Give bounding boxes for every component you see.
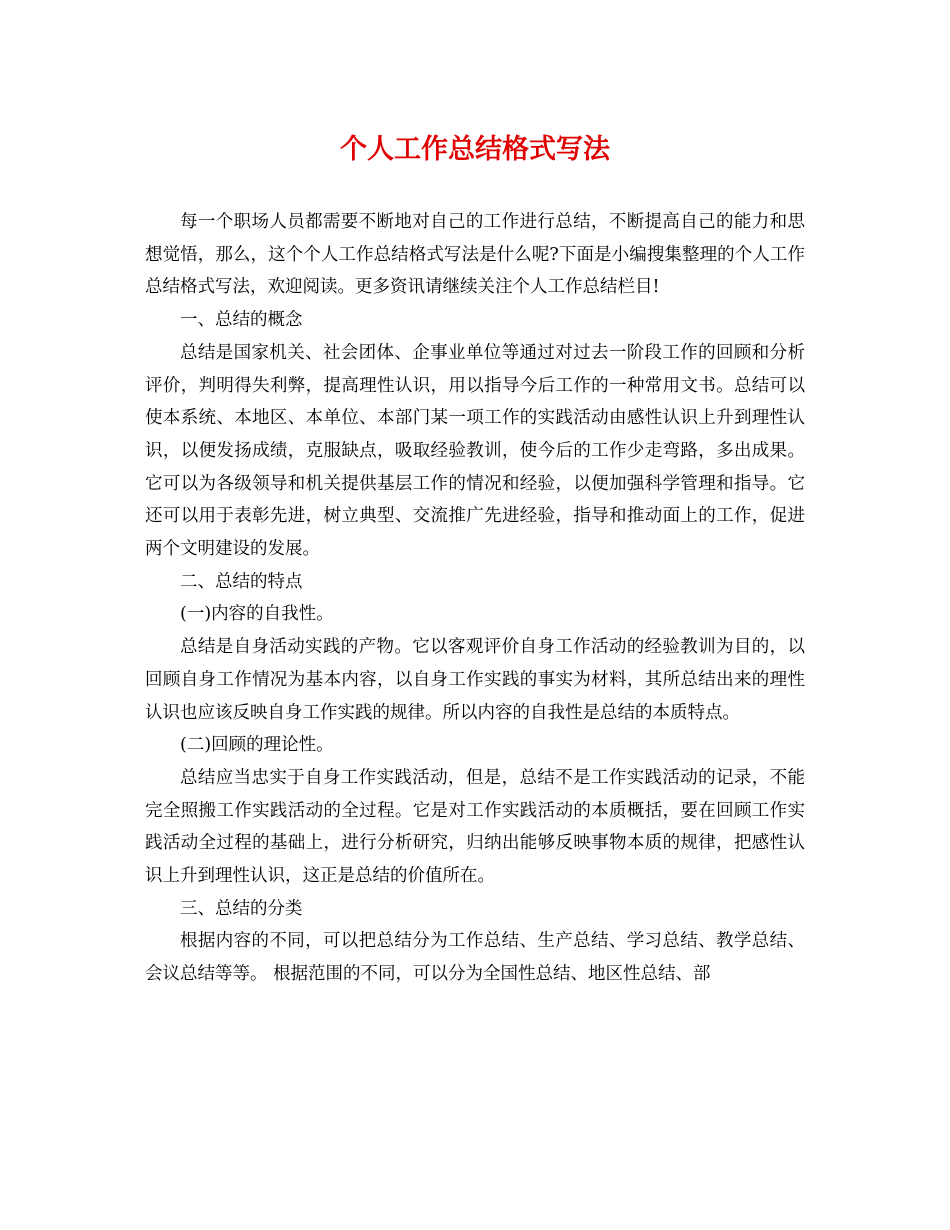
section-heading-concept: 一、总结的概念	[180, 310, 303, 331]
subheading-self-content: (一)内容的自我性。	[180, 604, 334, 625]
section-heading-classification: 三、总结的分类	[180, 898, 303, 919]
section-heading-features: 二、总结的特点	[180, 571, 303, 592]
theoretical-review-paragraph: 总结应当忠实于自身工作实践活动，但是，总结不是工作实践活动的记录，不能完全照搬工作实践活动的全过程。它是对工作实践活动的本质概括，要在回顾工作实践活动全过程的基础上，进行分析研究，归纳出能够反映事物本质的规律，把感性认识上升到理性认识，这正是总结的价值所在。	[145, 767, 805, 887]
document-title: 个人工作总结格式写法	[340, 134, 610, 165]
concept-paragraph: 总结是国家机关、社会团体、企事业单位等通过对过去一阶段工作的回顾和分析评价，判明得失利弊，提高理性认识，用以指导今后工作的一种常用文书。总结可以使本系统、本地区、本单位、本部门某一项工作的实践活动由感性认识上升到理性认识，以便发扬成绩，克服缺点，吸取经验教训，使今后的工作少走弯路，多出成果。它可以为各级领导和机关提供基层工作的情况和经验，以便加强科学管理和指导。它还可以用于表彰先进，树立典型、交流推广先进经验，指导和推动面上的工作，促进两个文明建设的发展。	[145, 342, 805, 560]
self-content-paragraph: 总结是自身活动实践的产物。它以客观评价自身工作活动的经验教训为目的，以回顾自身工作情况为基本内容，以自身工作实践的事实为材料，其所总结出来的理性认识也应该反映自身工作实践的规律。所以内容的自我性是总结的本质特点。	[145, 637, 805, 723]
classification-paragraph: 根据内容的不同，可以把总结分为工作总结、生产总结、学习总结、教学总结、会议总结等等。 根据范围的不同，可以分为全国性总结、地区性总结、部	[145, 931, 805, 985]
subheading-theoretical-review: (二)回顾的理论性。	[180, 735, 334, 756]
intro-paragraph: 每一个职场人员都需要不断地对自己的工作进行总结，不断提高自己的能力和思想觉悟，那么，这个个人工作总结格式写法是什么呢?下面是小编搜集整理的个人工作总结格式写法，欢迎阅读。更多资讯请继续关注个人工作总结栏目!	[145, 212, 805, 298]
document-body	[145, 206, 805, 991]
